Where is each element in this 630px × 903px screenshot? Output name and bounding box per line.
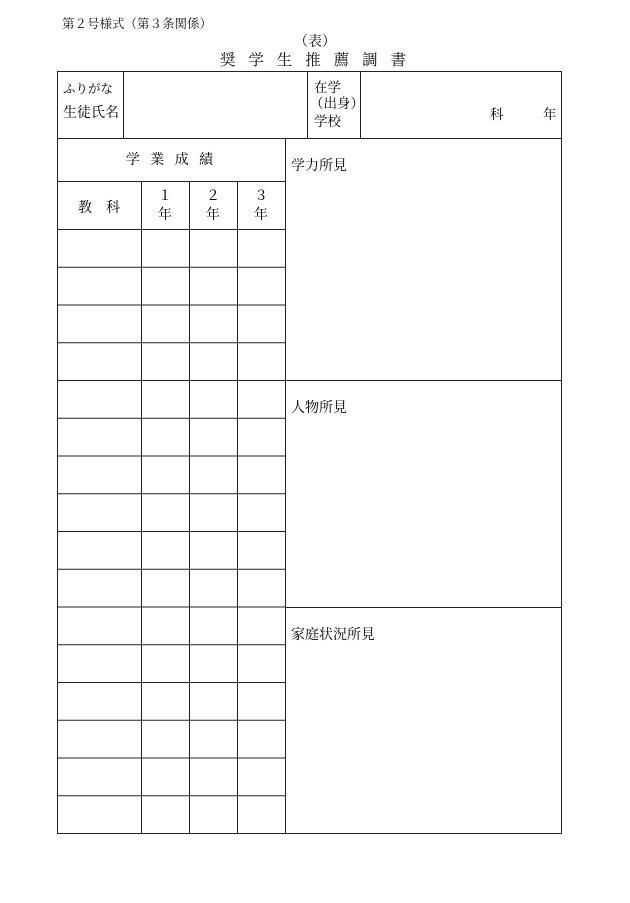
table-grid-lines: [58, 72, 562, 834]
title-front-marker: （表）: [294, 34, 336, 50]
year2-number: ２: [206, 188, 220, 204]
academic-remarks-label: 学力所見: [291, 158, 347, 174]
year3-unit: 年: [254, 207, 268, 223]
school-label-line3: 学校: [314, 114, 341, 130]
form-number-label: 第２号様式（第３条関係）: [62, 16, 213, 31]
grades-title: 学 業 成 績: [125, 152, 217, 168]
year-label: 年: [543, 107, 557, 123]
year1-unit: 年: [158, 207, 172, 223]
furigana-label: ふりがな: [63, 81, 114, 96]
subject-header: 教 科: [78, 200, 120, 216]
family-remarks-label: 家庭状況所見: [291, 627, 375, 643]
character-remarks-label: 人物所見: [291, 400, 347, 416]
department-label: 科: [490, 107, 504, 123]
year2-unit: 年: [206, 207, 220, 223]
grade-row-lines: [58, 230, 286, 796]
year1-number: １: [158, 188, 172, 204]
school-label-line2: （出身）: [310, 96, 364, 112]
student-name-label: 生徒氏名: [63, 105, 119, 121]
school-label-line1: 在学: [314, 80, 341, 96]
year3-number: ３: [254, 188, 268, 204]
document-title: 奨 学 生 推 薦 調 書: [219, 51, 411, 69]
